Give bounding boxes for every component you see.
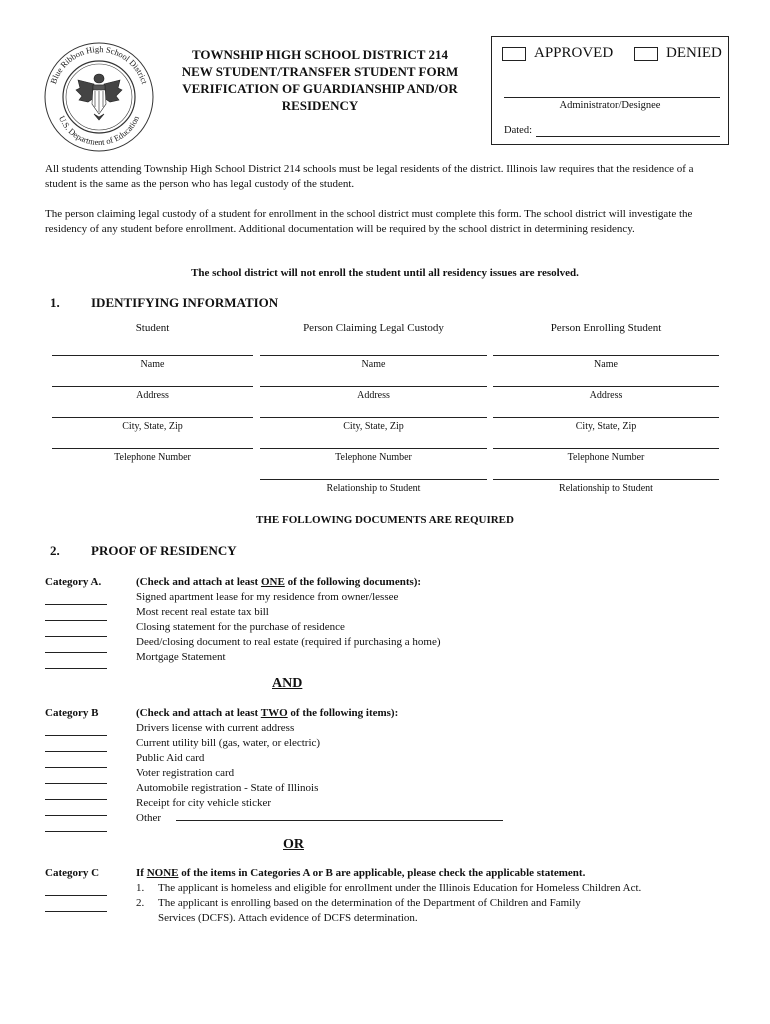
title-line-1: TOWNSHIP HIGH SCHOOL DISTRICT 214: [192, 47, 448, 62]
student-address-field[interactable]: [52, 386, 253, 387]
custodian-name-label: Name: [361, 359, 386, 370]
student-city-label: City, State, Zip: [122, 421, 183, 432]
list-item: Public Aid card: [136, 752, 205, 764]
category-b-label: Category B: [45, 707, 99, 719]
seal-ring-bottom-text: U.S. Department of Education: [56, 114, 142, 148]
denied-option: [634, 45, 722, 62]
student-address-label: Address: [136, 390, 169, 401]
list-item: Other: [136, 812, 162, 824]
cat-c-check-2[interactable]: [45, 897, 107, 912]
dated-field[interactable]: [536, 136, 720, 137]
list-item: Voter registration card: [136, 767, 235, 779]
enroller-address-field[interactable]: [493, 386, 719, 387]
cat-a-check-1[interactable]: [45, 590, 107, 605]
documents-required-heading: THE FOLLOWING DOCUMENTS ARE REQUIRED: [256, 514, 514, 526]
student-name-field[interactable]: [52, 355, 253, 356]
enroller-relationship-label: Relationship to Student: [559, 483, 653, 494]
custodian-phone-label: Telephone Number: [335, 452, 412, 463]
category-c-label: Category C: [45, 867, 100, 879]
category-a-list: [136, 590, 441, 665]
eagle-icon: [76, 74, 122, 120]
category-c-item-1-text: The applicant is homeless and eligible for enrollment under the Illinois Education for Homeless Children Act.: [158, 882, 642, 894]
enroller-name-label: Name: [594, 359, 618, 370]
list-item: Automobile registration - State of Illinois: [136, 782, 319, 794]
category-c-item-2-number: 2.: [136, 897, 145, 909]
list-item: Closing statement for the purchase of residence: [136, 621, 345, 633]
column-student: Student: [135, 322, 170, 334]
cat-c-check-1[interactable]: [45, 881, 107, 896]
category-c-item-2-text-cont: Services (DCFS). Attach evidence of DCFS determination.: [158, 912, 418, 924]
category-a-label: Category A.: [45, 576, 102, 588]
approved-option: [502, 45, 613, 62]
cat-a-check-4[interactable]: [45, 638, 107, 653]
custodian-city-field[interactable]: [260, 417, 487, 418]
dated-label: Dated:: [504, 125, 532, 136]
list-item: Current utility bill (gas, water, or electric): [136, 737, 321, 749]
list-item: Most recent real estate tax bill: [136, 606, 269, 618]
student-phone-label: Telephone Number: [114, 452, 191, 463]
cat-b-check-5[interactable]: [45, 785, 107, 800]
category-c-item-2-text: The applicant is enrolling based on the determination of the Department of Children and Family: [158, 897, 581, 909]
custodian-relationship-field[interactable]: [260, 479, 487, 480]
intro-paragraph-2: The person claiming legal custody of a student for enrollment in the school district must complete this form. The school district will investigate the residency of any student before enrollment. Additional documentation will be required by the school district in determining residency.: [45, 208, 693, 235]
administrator-signature-line[interactable]: [504, 97, 720, 98]
title-line-4: RESIDENCY: [281, 98, 359, 113]
student-phone-field[interactable]: [52, 448, 253, 449]
student-city-field[interactable]: [52, 417, 253, 418]
custodian-address-label: Address: [357, 390, 390, 401]
denied-checkbox[interactable]: [634, 47, 658, 61]
cat-b-check-4[interactable]: [45, 769, 107, 784]
cat-a-check-2[interactable]: [45, 606, 107, 621]
approved-checkbox[interactable]: [502, 47, 526, 61]
list-item: Signed apartment lease for my residence from owner/lessee: [136, 591, 399, 603]
enroller-phone-field[interactable]: [493, 448, 719, 449]
cat-b-check-3[interactable]: [45, 753, 107, 768]
section-1-number: 1.: [50, 295, 60, 310]
custodian-phone-field[interactable]: [260, 448, 487, 449]
student-name-label: Name: [140, 359, 165, 370]
category-c-instructions: If NONE of the items in Categories A or B are applicable, please check the applicable statement.: [136, 867, 586, 879]
category-b-list: [136, 721, 320, 826]
custodian-relationship-label: Relationship to Student: [326, 483, 421, 494]
cat-b-check-6[interactable]: [45, 801, 107, 816]
list-item: Deed/closing document to real estate (required if purchasing a home): [136, 636, 441, 648]
administrator-label: Administrator/Designee: [559, 100, 661, 111]
enroller-name-field[interactable]: [493, 355, 719, 356]
intro-paragraph-1: All students attending Township High School District 214 schools must be legal residents of the district. Illinois law requires that the residence of a student is the same as the person who has legal custody of the student.: [45, 163, 694, 190]
list-item: Mortgage Statement: [136, 651, 226, 663]
custodian-address-field[interactable]: [260, 386, 487, 387]
enroller-address-label: Address: [589, 390, 623, 401]
other-specify-field[interactable]: [176, 820, 503, 821]
section-1-title: IDENTIFYING INFORMATION: [91, 295, 279, 310]
seal-ring-top-text: Blue Ribbon High School District: [48, 43, 150, 86]
custodian-name-field[interactable]: [260, 355, 487, 356]
cat-b-check-2[interactable]: [45, 737, 107, 752]
cat-a-check-5[interactable]: [45, 654, 107, 669]
approval-box: [491, 36, 729, 145]
cat-b-check-1[interactable]: [45, 721, 107, 736]
title-line-2: NEW STUDENT/TRANSFER STUDENT FORM: [181, 64, 459, 79]
category-b-instructions: (Check and attach at least TWO of the following items):: [136, 707, 399, 719]
cat-a-check-3[interactable]: [45, 622, 107, 637]
form-title: [165, 46, 475, 114]
category-a-instructions: (Check and attach at least ONE of the following documents):: [136, 576, 422, 588]
category-b-checklines: [45, 721, 107, 833]
section-2-number: 2.: [50, 543, 60, 558]
department-of-education-seal: [42, 40, 156, 154]
column-enrolling: Person Enrolling Student: [550, 322, 662, 334]
enroller-relationship-field[interactable]: [493, 479, 719, 480]
list-item: Drivers license with current address: [136, 722, 295, 734]
category-c-checklines: [45, 881, 107, 913]
denied-label: DENIED: [666, 45, 722, 61]
enrollment-notice: The school district will not enroll the student until all residency issues are resolved.: [191, 267, 579, 279]
category-c-item-1-number: 1.: [136, 882, 145, 894]
enroller-phone-label: Telephone Number: [567, 452, 645, 463]
cat-b-check-7[interactable]: [45, 817, 107, 832]
section-2-title: PROOF OF RESIDENCY: [91, 543, 237, 558]
enroller-city-field[interactable]: [493, 417, 719, 418]
enroller-city-label: City, State, Zip: [575, 421, 637, 432]
or-separator: OR: [283, 837, 304, 852]
column-legal-custody: Person Claiming Legal Custody: [303, 322, 444, 334]
custodian-city-label: City, State, Zip: [343, 421, 404, 432]
and-separator: AND: [272, 676, 303, 691]
list-item: Receipt for city vehicle sticker: [136, 797, 271, 809]
category-a-checklines: [45, 590, 107, 670]
approved-label: APPROVED: [534, 45, 614, 61]
title-line-3: VERIFICATION OF GUARDIANSHIP AND/OR: [182, 81, 458, 96]
